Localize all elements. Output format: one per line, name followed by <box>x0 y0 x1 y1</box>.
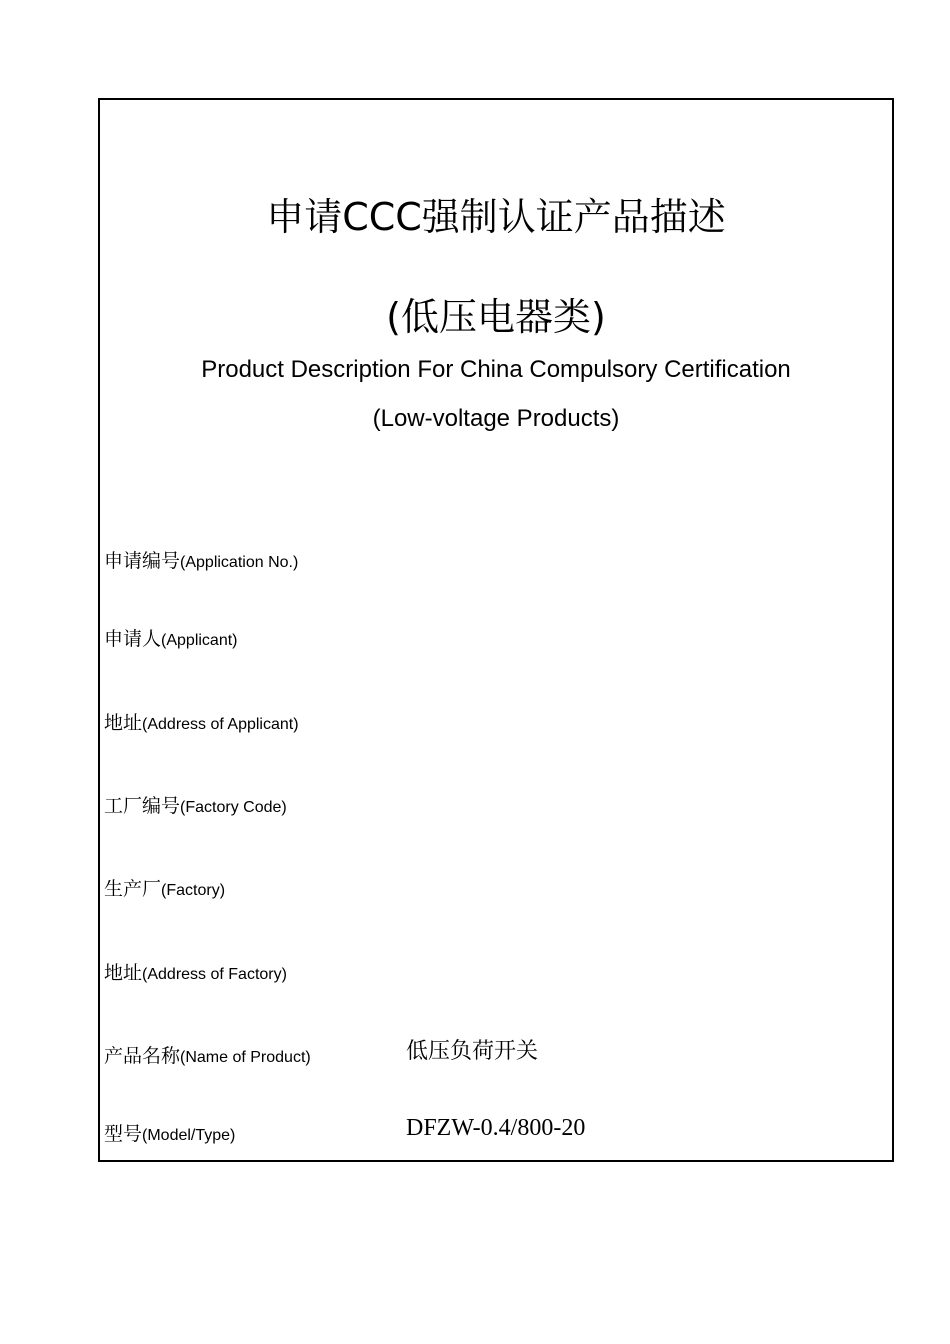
field-label-en: (Factory Code) <box>180 799 287 816</box>
field-address-of-applicant <box>104 708 299 735</box>
field-label-cn: 申请人 <box>104 628 162 650</box>
product-name-value: 低压负荷开关 <box>406 1039 539 1064</box>
field-applicant <box>104 624 238 651</box>
field-label-en: (Factory) <box>161 882 226 899</box>
field-application-no <box>104 546 298 573</box>
field-label-en: (Name of Product) <box>180 1049 311 1066</box>
field-label-cn: 地址 <box>104 962 143 984</box>
title-chinese: 申请CCC强制认证产品描述 <box>266 195 726 239</box>
subtitle-english: (Low-voltage Products) <box>372 405 620 432</box>
field-label-en: (Address of Factory) <box>142 966 287 983</box>
field-label-cn: 地址 <box>104 712 143 734</box>
field-factory-code <box>104 791 287 818</box>
field-label-cn: 工厂编号 <box>104 795 181 817</box>
model-type-value: DFZW-0.4/800-20 <box>406 1115 586 1141</box>
field-name-of-product <box>104 1041 311 1068</box>
field-label-cn: 申请编号 <box>104 550 181 572</box>
title-english: Product Description For China Compulsory Certification <box>201 356 791 383</box>
field-factory <box>104 874 225 901</box>
field-label-en: (Applicant) <box>161 632 238 649</box>
field-label-en: (Model/Type) <box>142 1127 236 1144</box>
document-frame <box>98 98 894 1162</box>
field-label-cn: 生产厂 <box>104 878 162 900</box>
subtitle-chinese: (低压电器类) <box>386 295 606 339</box>
field-label-cn: 型号 <box>104 1123 143 1145</box>
field-label-en: (Application No.) <box>180 554 299 571</box>
field-label-cn: 产品名称 <box>104 1045 181 1067</box>
field-label-en: (Address of Applicant) <box>142 716 299 733</box>
field-address-of-factory <box>104 958 287 985</box>
field-model-type <box>104 1119 235 1146</box>
